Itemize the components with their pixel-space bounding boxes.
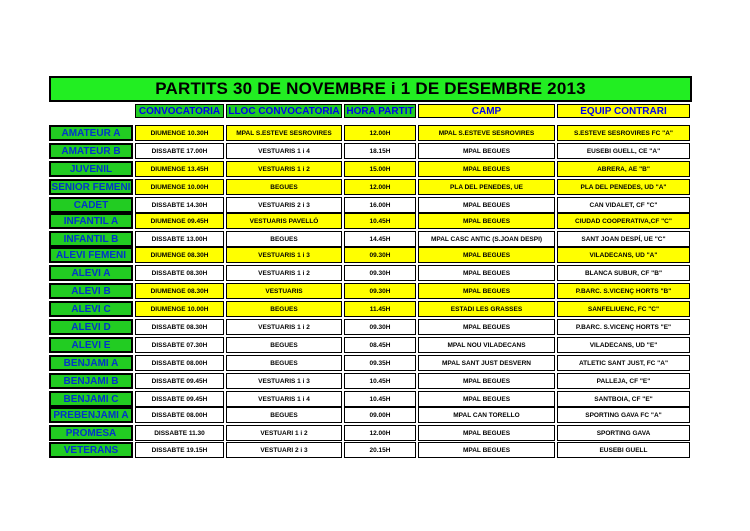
lloc-convocatoria-cell: VESTUARIS 1 i 4 — [226, 391, 342, 407]
table-row — [0, 179, 750, 195]
camp-cell: MPAL BEGUES — [418, 442, 555, 458]
hora-partit-cell: 09.30H — [344, 319, 416, 335]
camp-cell: MPAL BEGUES — [418, 391, 555, 407]
team-name: ALEVI E — [49, 337, 133, 353]
convocatoria-cell: DISSABTE 08.30H — [135, 265, 224, 281]
team-name: VETERANS — [49, 442, 133, 458]
team-name: INFANTIL B — [49, 231, 133, 247]
equip-contrari-cell: SANT JOAN DESPÍ, UE "C" — [557, 231, 690, 247]
equip-contrari-cell: CIUDAD COOPERATIVA,CF "C" — [557, 213, 690, 229]
camp-cell: MPAL CAN TORELLO — [418, 407, 555, 423]
hora-partit-cell: 09.00H — [344, 407, 416, 423]
team-name: SENIOR FEMENI — [49, 179, 133, 195]
hora-partit-cell: 09.30H — [344, 283, 416, 299]
lloc-convocatoria-cell: BEGUES — [226, 231, 342, 247]
hora-partit-cell: 16.00H — [344, 197, 416, 213]
table-row — [0, 425, 750, 441]
table-row — [0, 265, 750, 281]
team-name: ALEVI D — [49, 319, 133, 335]
hora-partit-cell: 10.45H — [344, 391, 416, 407]
table-row — [0, 197, 750, 213]
equip-contrari-cell: P.BARC. S.VICENÇ HORTS "B" — [557, 283, 690, 299]
lloc-convocatoria-cell: VESTUARI 1 i 2 — [226, 425, 342, 441]
team-name: PREBENJAMI A — [49, 407, 133, 423]
table-row — [0, 231, 750, 247]
camp-cell: MPAL NOU VILADECANS — [418, 337, 555, 353]
header-lloc-convocatoria: LLOC CONVOCATORIA — [226, 104, 342, 118]
convocatoria-cell: DIUMENGE 08.30H — [135, 283, 224, 299]
team-name: BENJAMI C — [49, 391, 133, 407]
hora-partit-cell: 10.45H — [344, 373, 416, 389]
team-name: BENJAMI A — [49, 355, 133, 371]
camp-cell: MPAL BEGUES — [418, 265, 555, 281]
convocatoria-cell: DIUMENGE 10.30H — [135, 125, 224, 141]
hora-partit-cell: 12.00H — [344, 125, 416, 141]
lloc-convocatoria-cell: BEGUES — [226, 179, 342, 195]
equip-contrari-cell: SPORTING GAVA FC "A" — [557, 407, 690, 423]
team-name: BENJAMI B — [49, 373, 133, 389]
hora-partit-cell: 09.30H — [344, 247, 416, 263]
team-name: INFANTIL A — [49, 213, 133, 229]
convocatoria-cell: DIUMENGE 10.00H — [135, 301, 224, 317]
equip-contrari-cell: SPORTING GAVA — [557, 425, 690, 441]
camp-cell: MPAL S.ESTEVE SESROVIRES — [418, 125, 555, 141]
equip-contrari-cell: VILADECANS, UD "E" — [557, 337, 690, 353]
camp-cell: MPAL BEGUES — [418, 213, 555, 229]
table-row — [0, 247, 750, 263]
equip-contrari-cell: EUSEBI GUELL, CE "A" — [557, 143, 690, 159]
table-row — [0, 283, 750, 299]
camp-cell: MPAL SANT JUST DESVERN — [418, 355, 555, 371]
team-name: CADET — [49, 197, 133, 213]
equip-contrari-cell: VILADECANS, UD "A" — [557, 247, 690, 263]
table-row — [0, 125, 750, 141]
lloc-convocatoria-cell: VESTUARIS 1 i 3 — [226, 373, 342, 389]
hora-partit-cell: 09.35H — [344, 355, 416, 371]
team-name: ALEVI FEMENI — [49, 247, 133, 263]
lloc-convocatoria-cell: VESTUARIS 2 i 3 — [226, 197, 342, 213]
hora-partit-cell: 14.45H — [344, 231, 416, 247]
hora-partit-cell: 09.30H — [344, 265, 416, 281]
convocatoria-cell: DIUMENGE 13.45H — [135, 161, 224, 177]
equip-contrari-cell: BLANCA SUBUR, CF "B" — [557, 265, 690, 281]
table-row — [0, 373, 750, 389]
lloc-convocatoria-cell: MPAL S.ESTEVE SESROVIRES — [226, 125, 342, 141]
camp-cell: MPAL CASC ANTIC (S.JOAN DESPI) — [418, 231, 555, 247]
lloc-convocatoria-cell: BEGUES — [226, 301, 342, 317]
table-row — [0, 337, 750, 353]
header-camp: CAMP — [418, 104, 555, 118]
lloc-convocatoria-cell: VESTUARIS PAVELLÓ — [226, 213, 342, 229]
hora-partit-cell: 12.00H — [344, 425, 416, 441]
equip-contrari-cell: PLA DEL PENEDES, UD "A" — [557, 179, 690, 195]
table-row — [0, 407, 750, 423]
team-name: AMATEUR A — [49, 125, 133, 141]
header-convocatoria: CONVOCATORIA — [135, 104, 224, 118]
camp-cell: MPAL BEGUES — [418, 319, 555, 335]
equip-contrari-cell: PALLEJA, CF "E" — [557, 373, 690, 389]
equip-contrari-cell: P.BARC. S.VICENÇ HORTS "E" — [557, 319, 690, 335]
convocatoria-cell: DISSABTE 09.45H — [135, 391, 224, 407]
hora-partit-cell: 20.15H — [344, 442, 416, 458]
lloc-convocatoria-cell: VESTUARIS — [226, 283, 342, 299]
convocatoria-cell: DISSABTE 11.30 — [135, 425, 224, 441]
convocatoria-cell: DISSABTE 17.00H — [135, 143, 224, 159]
equip-contrari-cell: SANTBOIA, CF "E" — [557, 391, 690, 407]
convocatoria-cell: DIUMENGE 10.00H — [135, 179, 224, 195]
header-equip-contrari: EQUIP CONTRARI — [557, 104, 690, 118]
camp-cell: PLA DEL PENEDES, UE — [418, 179, 555, 195]
convocatoria-cell: DISSABTE 09.45H — [135, 373, 224, 389]
equip-contrari-cell: ATLETIC SANT JUST, FC "A" — [557, 355, 690, 371]
hora-partit-cell: 11.45H — [344, 301, 416, 317]
lloc-convocatoria-cell: BEGUES — [226, 407, 342, 423]
team-name: PROMESA — [49, 425, 133, 441]
camp-cell: MPAL BEGUES — [418, 161, 555, 177]
hora-partit-cell: 08.45H — [344, 337, 416, 353]
table-row — [0, 161, 750, 177]
convocatoria-cell: DIUMENGE 09.45H — [135, 213, 224, 229]
hora-partit-cell: 15.00H — [344, 161, 416, 177]
convocatoria-cell: DISSABTE 19.15H — [135, 442, 224, 458]
convocatoria-cell: DIUMENGE 08.30H — [135, 247, 224, 263]
lloc-convocatoria-cell: VESTUARI 2 i 3 — [226, 442, 342, 458]
camp-cell: MPAL BEGUES — [418, 197, 555, 213]
table-row — [0, 391, 750, 407]
convocatoria-cell: DISSABTE 08.00H — [135, 355, 224, 371]
table-row — [0, 213, 750, 229]
hora-partit-cell: 18.15H — [344, 143, 416, 159]
equip-contrari-cell: EUSEBI GUELL — [557, 442, 690, 458]
header-hora-partit: HORA PARTIT — [344, 104, 416, 118]
table-row — [0, 319, 750, 335]
equip-contrari-cell: SANFELIUENC, FC "C" — [557, 301, 690, 317]
team-name: ALEVI B — [49, 283, 133, 299]
team-name: JUVENIL — [49, 161, 133, 177]
lloc-convocatoria-cell: BEGUES — [226, 355, 342, 371]
lloc-convocatoria-cell: VESTUARIS 1 i 3 — [226, 247, 342, 263]
table-row — [0, 301, 750, 317]
page-title: PARTITS 30 DE NOVEMBRE i 1 DE DESEMBRE 2013 — [49, 76, 692, 102]
team-name: ALEVI C — [49, 301, 133, 317]
lloc-convocatoria-cell: VESTUARIS 1 i 2 — [226, 265, 342, 281]
camp-cell: MPAL BEGUES — [418, 283, 555, 299]
equip-contrari-cell: ABRERA, AE "B" — [557, 161, 690, 177]
convocatoria-cell: DISSABTE 08.00H — [135, 407, 224, 423]
lloc-convocatoria-cell: VESTUARIS 1 i 4 — [226, 143, 342, 159]
team-name: ALEVI A — [49, 265, 133, 281]
lloc-convocatoria-cell: BEGUES — [226, 337, 342, 353]
hora-partit-cell: 10.45H — [344, 213, 416, 229]
camp-cell: MPAL BEGUES — [418, 247, 555, 263]
convocatoria-cell: DISSABTE 14.30H — [135, 197, 224, 213]
table-row — [0, 355, 750, 371]
lloc-convocatoria-cell: VESTUARIS 1 i 2 — [226, 161, 342, 177]
table-row — [0, 442, 750, 458]
team-name: AMATEUR B — [49, 143, 133, 159]
hora-partit-cell: 12.00H — [344, 179, 416, 195]
table-row — [0, 143, 750, 159]
convocatoria-cell: DISSABTE 07.30H — [135, 337, 224, 353]
equip-contrari-cell: CAN VIDALET, CF "C" — [557, 197, 690, 213]
camp-cell: MPAL BEGUES — [418, 143, 555, 159]
camp-cell: MPAL BEGUES — [418, 373, 555, 389]
camp-cell: MPAL BEGUES — [418, 425, 555, 441]
lloc-convocatoria-cell: VESTUARIS 1 i 2 — [226, 319, 342, 335]
convocatoria-cell: DISSABTE 13.00H — [135, 231, 224, 247]
camp-cell: ESTADI LES GRASSES — [418, 301, 555, 317]
convocatoria-cell: DISSABTE 08.30H — [135, 319, 224, 335]
equip-contrari-cell: S.ESTEVE SESROVIRES FC "A" — [557, 125, 690, 141]
